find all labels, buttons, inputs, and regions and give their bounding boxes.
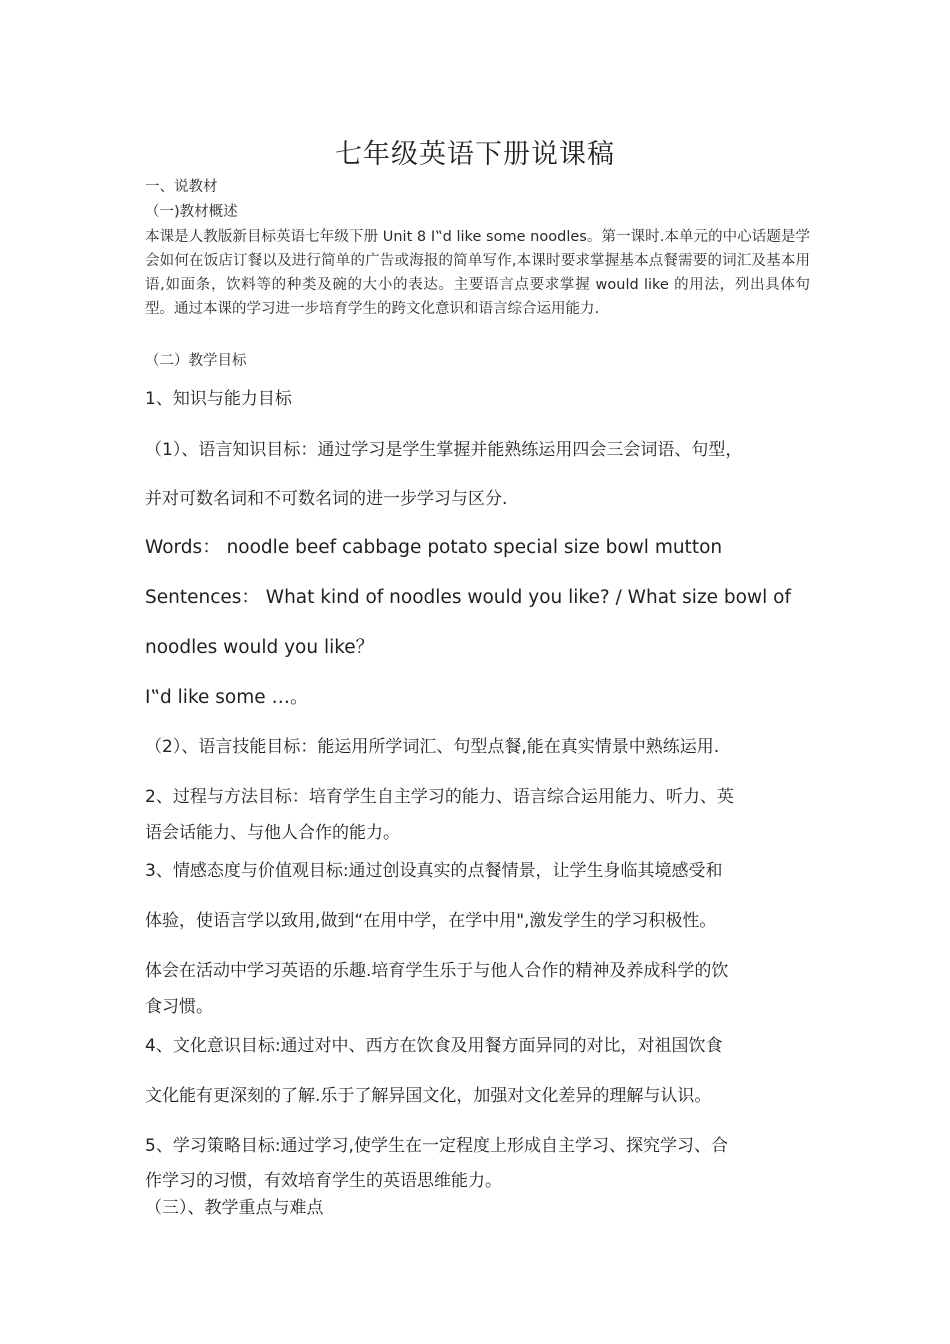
sentences-line-3: I‟d like some …。 xyxy=(145,687,309,708)
goal-3-line-2: 体验，使语言学以致用,做到“在用中学，在学中用",激发学生的学习积极性。 xyxy=(145,911,717,931)
goal-4-line-1: 4、文化意识目标:通过对中、西方在饮食及用餐方面异同的对比，对祖国饮食 xyxy=(145,1036,723,1056)
goal-5-line-2: 作学习的习惯，有效培育学生的英语思维能力。 xyxy=(145,1171,502,1191)
subsection-heading-key-points: （三）、教学重点与难点 xyxy=(145,1198,324,1218)
goal-1-1-line-2: 并对可数名词和不可数名词的进一步学习与区分. xyxy=(145,489,508,509)
section-heading-textbook: 一、说教材 xyxy=(145,179,218,195)
goal-2-line-1: 2、过程与方法目标：培育学生自主学习的能力、语言综合运用能力、听力、英 xyxy=(145,787,734,807)
goal-1-heading: 1、知识与能力目标 xyxy=(145,389,292,409)
goal-2-line-2: 语会话能力、与他人合作的能力。 xyxy=(145,823,400,843)
goal-3-line-1: 3、情感态度与价值观目标:通过创设真实的点餐情景，让学生身临其境感受和 xyxy=(145,861,723,881)
goal-3-line-4: 食习惯。 xyxy=(145,997,213,1017)
document-title: 七年级英语下册说课稿 xyxy=(335,139,615,170)
subsection-heading-overview: （一)教材概述 xyxy=(145,204,238,220)
goal-4-line-2: 文化能有更深刻的了解.乐于了解异国文化，加强对文化差异的理解与认识。 xyxy=(145,1086,712,1106)
subsection-heading-goals: （二）教学目标 xyxy=(145,353,247,369)
words-line: Words： noodle beef cabbage potato special size bowl mutton xyxy=(145,537,723,558)
goal-1-2: （2）、语言技能目标：能运用所学词汇、句型点餐,能在真实情景中熟练运用. xyxy=(145,737,720,757)
sentences-line-1: Sentences： What kind of noodles would you like? / What size bowl of xyxy=(145,587,791,608)
overview-paragraph: 本课是人教版新目标英语七年级下册 Unit 8 I‟d like some noodles。第一课时.本单元的中心话题是学会如何在饭店订餐以及进行简单的广告或海报的简单写作,本课时要求掌握基本点餐需要的词汇及基本用语,如面条，饮料等的种类及碗的大小的表达。主要语言点要求掌握 would like 的用法，列出具体句型。通过本课的学习进一步培育学生的跨文化意识和语言综合运用能力. xyxy=(145,229,810,317)
goal-5-line-1: 5、学习策略目标:通过学习,使学生在一定程度上形成自主学习、探究学习、合 xyxy=(145,1136,728,1156)
sentences-line-2: noodles would you like？ xyxy=(145,637,375,658)
goal-3-line-3: 体会在活动中学习英语的乐趣.培育学生乐于与他人合作的精神及养成科学的饮 xyxy=(145,961,729,981)
goal-1-1-line-1: （1）、语言知识目标：通过学习是学生掌握并能熟练运用四会三会词语、句型， xyxy=(145,440,743,460)
